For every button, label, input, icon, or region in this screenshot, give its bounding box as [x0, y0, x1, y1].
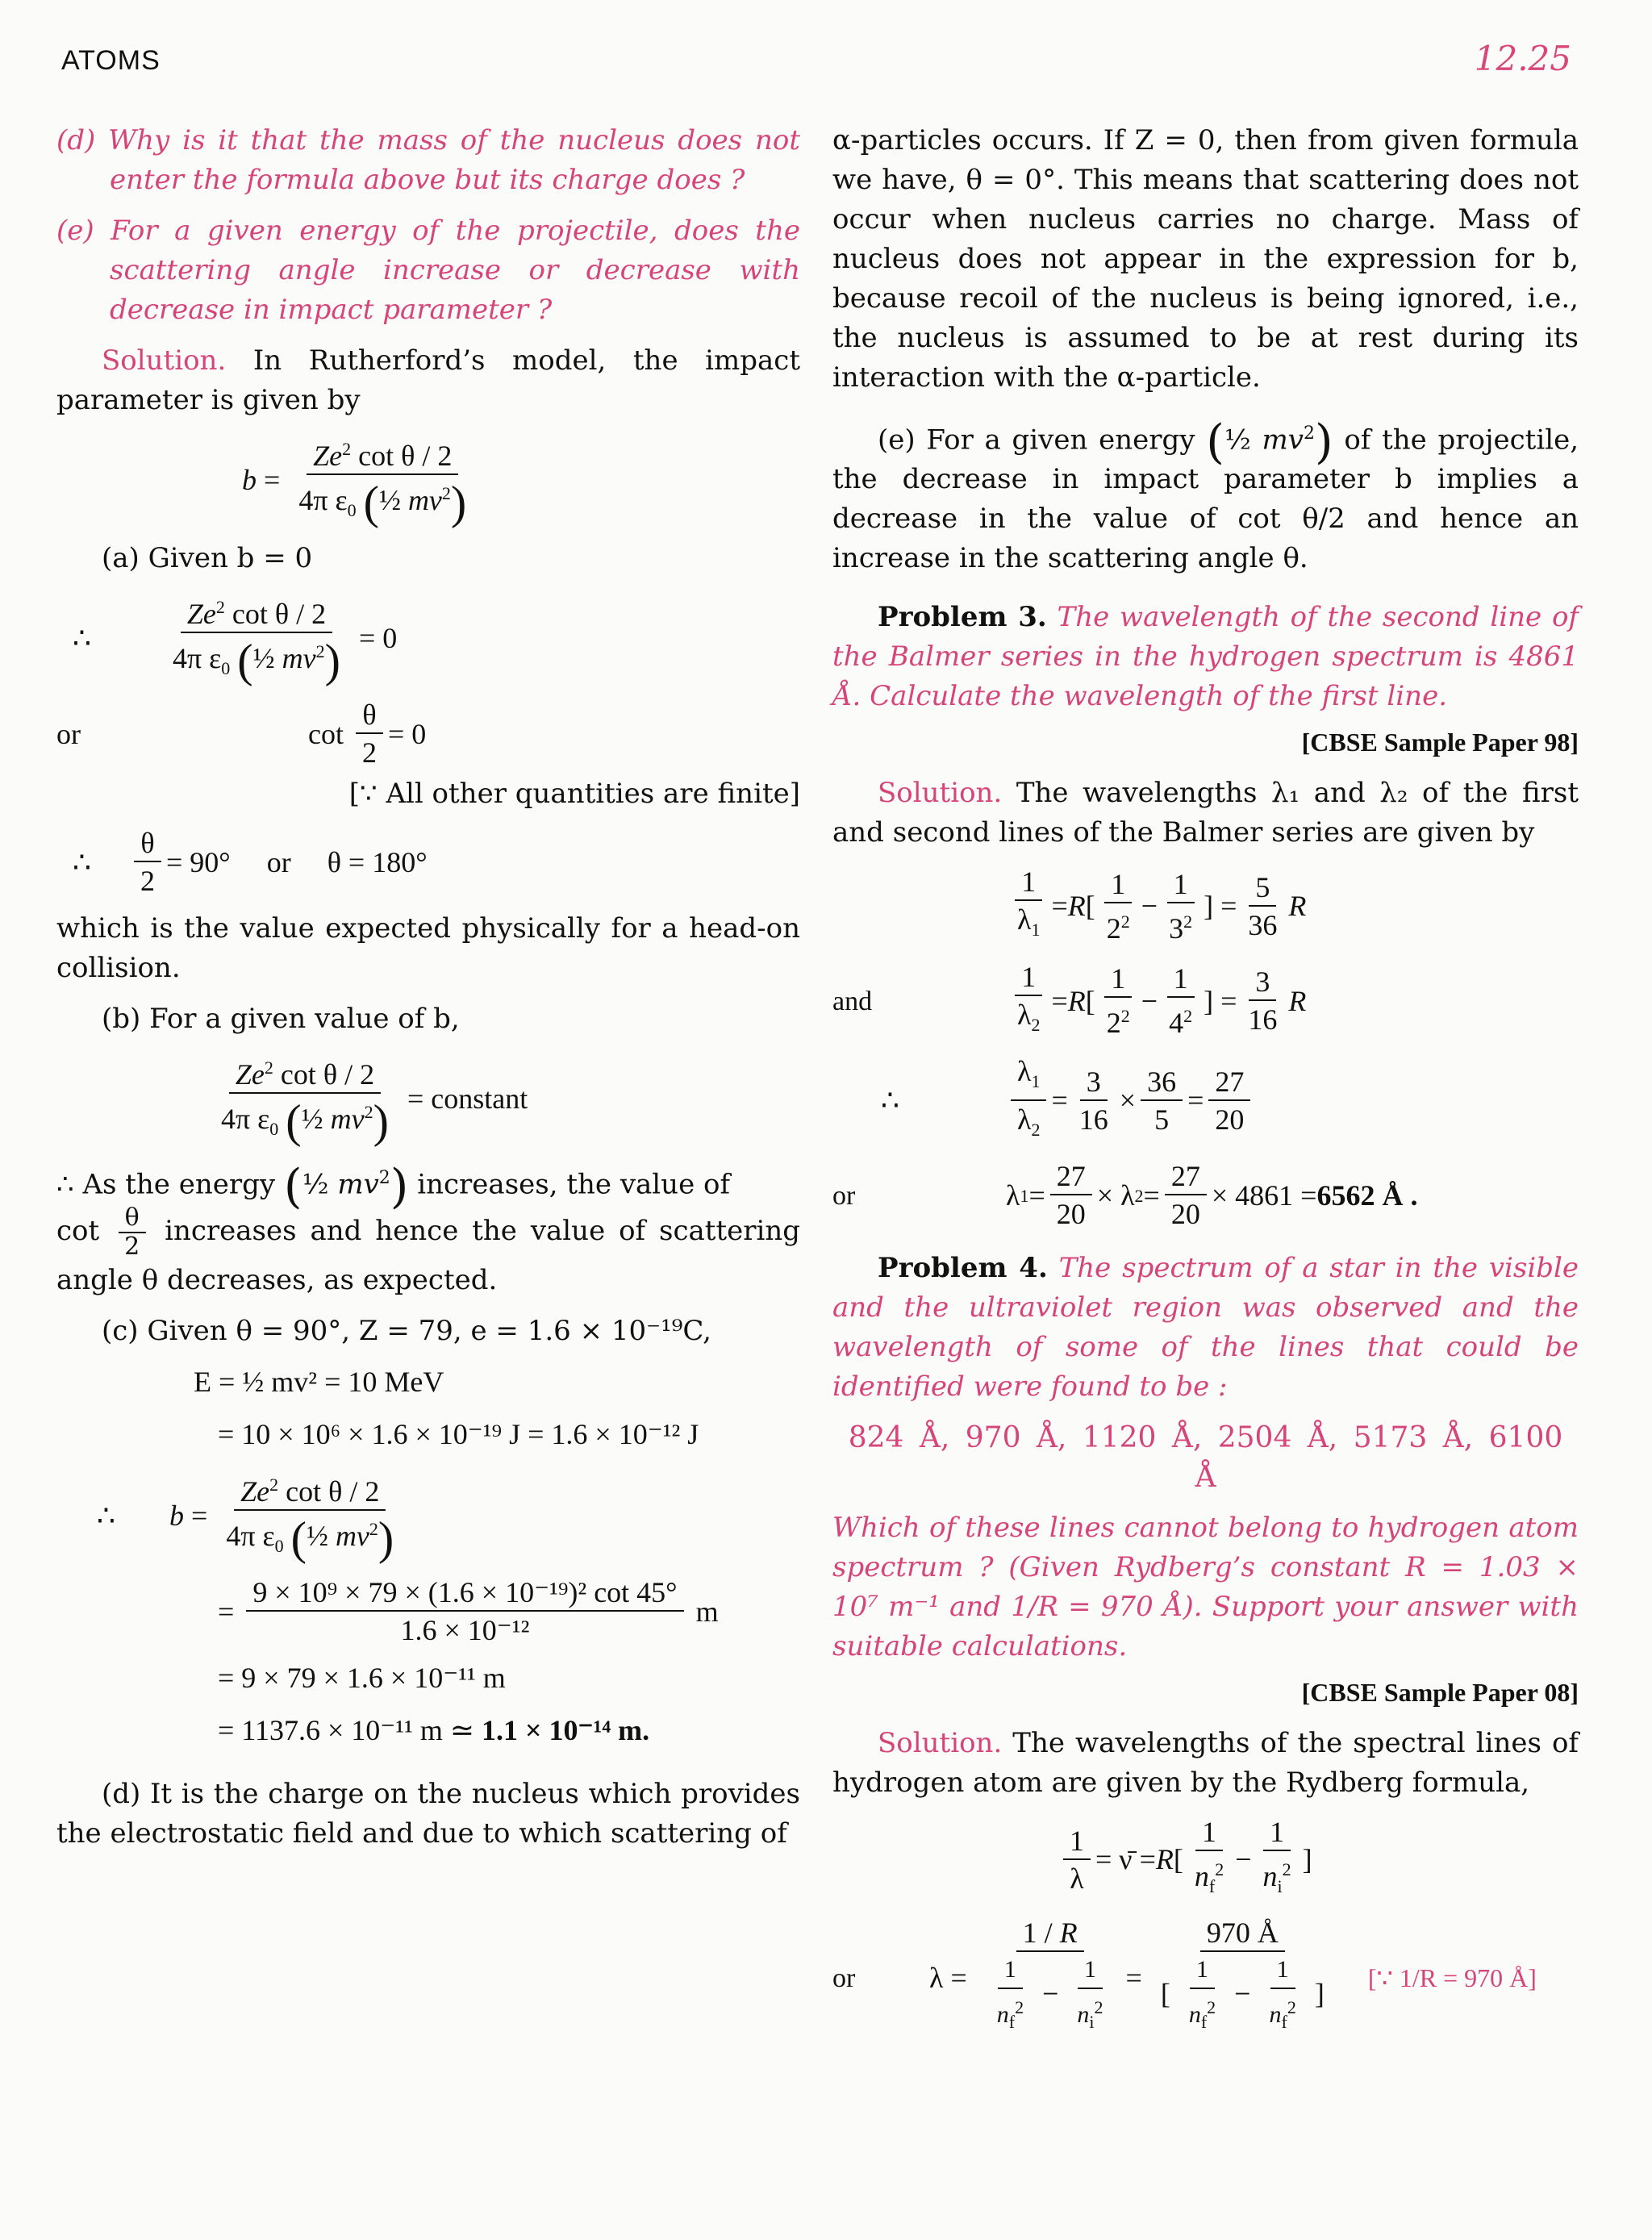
problem-4-label: Problem 4. — [878, 1252, 1048, 1285]
eq-p3-4: or λ 1 = $\frac{27}{20}$ × λ 2 = $\frac{27}{20}$ × 4861 = 6562 Å . — [832, 1160, 1418, 1231]
eq-b1: $\frac{Ze^2 \cot \theta / 2}{4\pi \varepsilon_0 (\frac{1}{2} mv^2)}$ = constant — [210, 1050, 800, 1148]
question-e: (e) For a given energy of the projectile, does the scattering angle increase or decrease with decrease in impact parameter ? — [56, 215, 800, 326]
part-d-continued: α-particles occurs. If Z = 0, then from given formula we have, θ = 0°. This means that scattering does not occur when nucleus carries no charge. Mass of nucleus does not appear in the expression for b, because recoil of the nucleus is being ignored, i.e., the nucleus is assumed to be at rest during its interaction with the α-particle. — [832, 124, 1579, 394]
eq-c1: E = ½ mv² = 10 MeV — [194, 1365, 444, 1398]
problem-4: Problem 4. The spectrum of a star in the visible and the ultraviolet region was observed and the wavelength of some of the lines that could be identified were found to be : — [832, 1252, 1579, 1404]
eq-c4: = $\frac{\text{9 × 10⁹ × 79 × (1.6 × 10⁻¹⁹)² cot 45°}}{\text{1.6 × 10⁻¹²}}$ m — [218, 1576, 719, 1647]
problem-3-answer: 6562 Å . — [1316, 1178, 1418, 1212]
part-a-given: (a) Given b = 0 — [102, 542, 313, 575]
part-e-answer: (e) For a given energy (½ $mv^2$) of the projectile, the decrease in impact parameter b implies a decrease in the value of cot θ/2 and hence an increase in the scattering angle θ. — [832, 414, 1579, 575]
eq-a3: ∴ $\frac{\theta}{2}$ = 90° or θ = 180° — [73, 827, 428, 898]
eq-p3-1: $\frac{1}{\lambda_1}$ = R [ $\frac{1}{2^2}$ − $\frac{1}{3^2}$ ] = $\frac{5}{36}$ R — [1006, 864, 1579, 949]
problem-3: Problem 3. The wavelength of the second line of the Balmer series in the hydrogen spectrum is 4861 Å. Calculate the wavelength of the first line. — [832, 601, 1579, 713]
problem-3-label: Problem 3. — [878, 601, 1047, 634]
page-number: 12.25 — [1474, 39, 1571, 78]
chapter-title: ATOMS — [61, 45, 161, 76]
eq-a2: or cot $\frac{\theta}{2}$ = 0 — [56, 699, 427, 770]
eq-lambda: or λ = 1 / R $\frac{1}{n_f^2}$ − $\frac{1}{n_i^2}$ = 970 Å [ $\frac{1}{n_f^2}$ − $\frac{1}{n_f^2}$ ] [∵ 1/R = 970 Å] — [832, 1917, 1537, 2033]
right-column — [832, 121, 1579, 2050]
problem-3-ref: [CBSE Sample Paper 98] — [1301, 728, 1579, 757]
note-finite: [∵ All other quantities are finite] — [348, 778, 800, 811]
problem-4-solution: Solution. The wavelengths of the spectral lines of hydrogen atom are given by the Rydberg formula, — [832, 1727, 1579, 1800]
part-d-answer: (d) It is the charge on the nucleus which provides the electrostatic field and due to which scattering of — [56, 1778, 800, 1850]
eq-p3-3: ∴ $\frac{\lambda_1}{\lambda_2}$ = $\frac{3}{16}$ × $\frac{36}{5}$ = $\frac{27}{20}$ — [832, 1053, 1579, 1149]
part-c-given: (c) Given θ = 90°, Z = 79, e = 1.6 × 10⁻¹⁹C, — [102, 1314, 711, 1347]
eq-p3-2: and $\frac{1}{\lambda_2}$ = R [ $\frac{1}{2^2}$ − $\frac{1}{4^2}$ ] = $\frac{3}{16}$ R — [832, 960, 1307, 1040]
solution-intro: Solution. In Rutherford’s model, the impact parameter is given by — [56, 344, 800, 416]
problem-4-wavelengths: 824 Å, 970 Å, 1120 Å, 2504 Å, 5173 Å, 6100 Å — [848, 1421, 1563, 1495]
eq-a1: ∴ $\frac{Ze^2 \cot \theta / 2}{4\pi \varepsilon_0 (\frac{1}{2} mv^2)}$ = 0 — [73, 590, 800, 687]
formula-b: b = $\frac{Ze^2 \cot \theta / 2}{4\pi \varepsilon_0 (\frac{1}{2} mv^2)}$ — [242, 432, 800, 529]
solution-label: Solution. — [102, 344, 227, 377]
part-b-text: ∴ As the energy (½ $mv^2$) increases, the value of cot $\frac{\theta}{2}$ increases and hence the value of scattering angle θ decreases, as expected. — [56, 1158, 801, 1296]
eq-c6: = 1137.6 × 10⁻¹¹ m ≃ 1.1 × 10⁻¹⁴ m. — [218, 1714, 650, 1747]
eq-rydberg: $\frac{1}{\lambda}$ = ν̄ = R [ $\frac{1}{n_f^2}$ − $\frac{1}{n_i^2}$ ] — [1058, 1814, 1579, 1905]
part-b-given: (b) For a given value of b, — [102, 1003, 460, 1036]
part-a-conclusion: which is the value expected physically for a head-on collision. — [56, 912, 800, 985]
eq-c3: ∴ b = $\frac{Ze^2 \cot \theta / 2}{4\pi \varepsilon_0 (\frac{1}{2} mv^2)}$ — [97, 1467, 800, 1565]
left-column — [56, 121, 800, 1865]
problem-3-solution: Solution. The wavelengths λ₁ and λ₂ of the first and second lines of the Balmer series are given by — [832, 777, 1579, 849]
question-d: (d) Why is it that the mass of the nucleus does not enter the formula above but its charge does ? — [56, 124, 800, 196]
problem-4-question: Which of these lines cannot belong to hydrogen atom spectrum ? (Given Rydberg’s constant R = 1.03 × 10⁷ m⁻¹ and 1/R = 970 Å). Support your answer with suitable calculations. — [832, 1512, 1579, 1663]
note-r: [∵ 1/R = 970 Å] — [1367, 1963, 1537, 1992]
eq-c5: = 9 × 79 × 1.6 × 10⁻¹¹ m — [218, 1662, 506, 1695]
problem-4-ref: [CBSE Sample Paper 08] — [1301, 1678, 1579, 1708]
page-header — [58, 39, 1571, 87]
eq-c2: = 10 × 10⁶ × 1.6 × 10⁻¹⁹ J = 1.6 × 10⁻¹² J — [218, 1417, 699, 1450]
